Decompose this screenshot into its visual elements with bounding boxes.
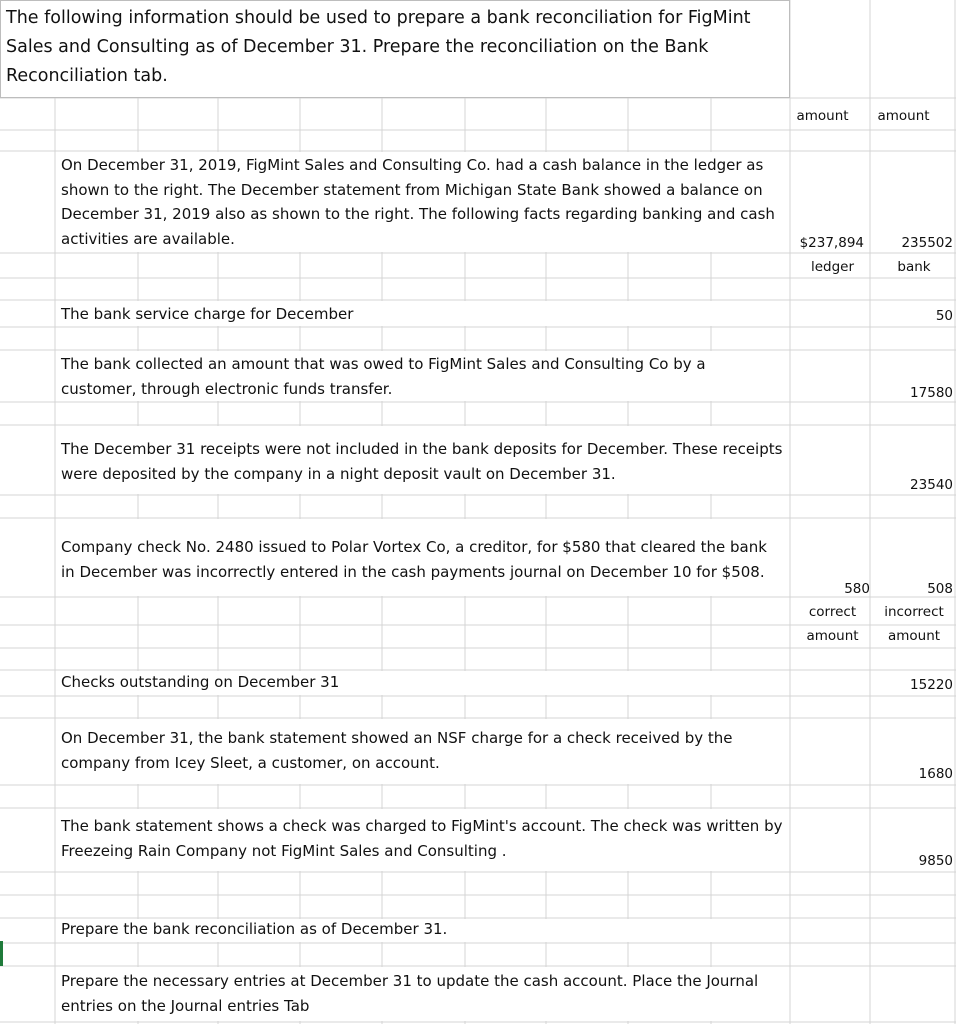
incorrect-label[interactable]: incorrect — [884, 604, 944, 620]
bank-balance[interactable]: 235502 — [901, 235, 953, 251]
service-charge-value[interactable]: 50 — [935, 308, 953, 324]
ledger-label[interactable]: ledger — [810, 259, 855, 275]
intro-text[interactable]: On December 31, 2019, FigMint Sales and Consulting Co. had a cash balance in the ledger as shown to the right. The December statement from Michigan State Bank showed a balance on December 31, 2019 also as shown to the right. The following facts regarding banking and cash activities are available. — [61, 156, 775, 248]
nsf-text[interactable]: On December 31, the bank statement showed an NSF charge for a check received by the company from Icey Sleet, a customer, on account. — [61, 729, 733, 772]
check-correct-value[interactable]: 580 — [844, 581, 870, 597]
instructions-header: The following information should be used to prepare a bank reconciliation for FigMint Sales and Consulting as of December 31. Prepare the reconciliation on the Bank Reconciliation tab. — [6, 8, 751, 86]
wrong-check-text[interactable]: The bank statement shows a check was charged to FigMint's account. The check was written by Freezeing Rain Company not FigMint Sales and Consulting . — [61, 817, 783, 860]
incorrect-amount-label[interactable]: amount — [887, 628, 941, 644]
eft-value[interactable]: 17580 — [910, 385, 953, 401]
bank-label[interactable]: bank — [897, 259, 931, 275]
active-cell-marker — [0, 941, 3, 966]
prepare-reconciliation-text[interactable]: Prepare the bank reconciliation as of December 31. — [61, 920, 448, 938]
wrong-check-value[interactable]: 9850 — [918, 853, 953, 869]
prepare-entries-text[interactable]: Prepare the necessary entries at December 31 to update the cash account. Place the Journal entries on the Journal entries Tab — [61, 972, 759, 1015]
service-charge-text[interactable]: The bank service charge for December — [61, 305, 354, 323]
correct-amount-label[interactable]: amount — [806, 628, 859, 644]
nsf-value[interactable]: 1680 — [918, 766, 953, 782]
outstanding-checks-value[interactable]: 15220 — [910, 677, 953, 693]
deposit-text[interactable]: The December 31 receipts were not included in the bank deposits for December. These receipts were deposited by the company in a night deposit vault on December 31. — [61, 440, 783, 483]
amount-column-header-2[interactable]: amount — [877, 108, 930, 124]
eft-text[interactable]: The bank collected an amount that was owed to FigMint Sales and Consulting Co by a customer, through electronic funds transfer. — [61, 355, 706, 398]
check-error-text[interactable]: Company check No. 2480 issued to Polar Vortex Co, a creditor, for $580 that cleared the bank in December was incorrectly entered in the cash payments journal on December 10 for $508. — [61, 538, 767, 581]
deposit-value[interactable]: 23540 — [910, 477, 953, 493]
ledger-balance[interactable]: $237,894 — [799, 235, 864, 251]
outstanding-checks-text[interactable]: Checks outstanding on December 31 — [61, 673, 340, 691]
amount-column-header-1[interactable]: amount — [796, 108, 849, 124]
correct-label[interactable]: correct — [808, 604, 857, 620]
check-incorrect-value[interactable]: 508 — [927, 581, 953, 597]
